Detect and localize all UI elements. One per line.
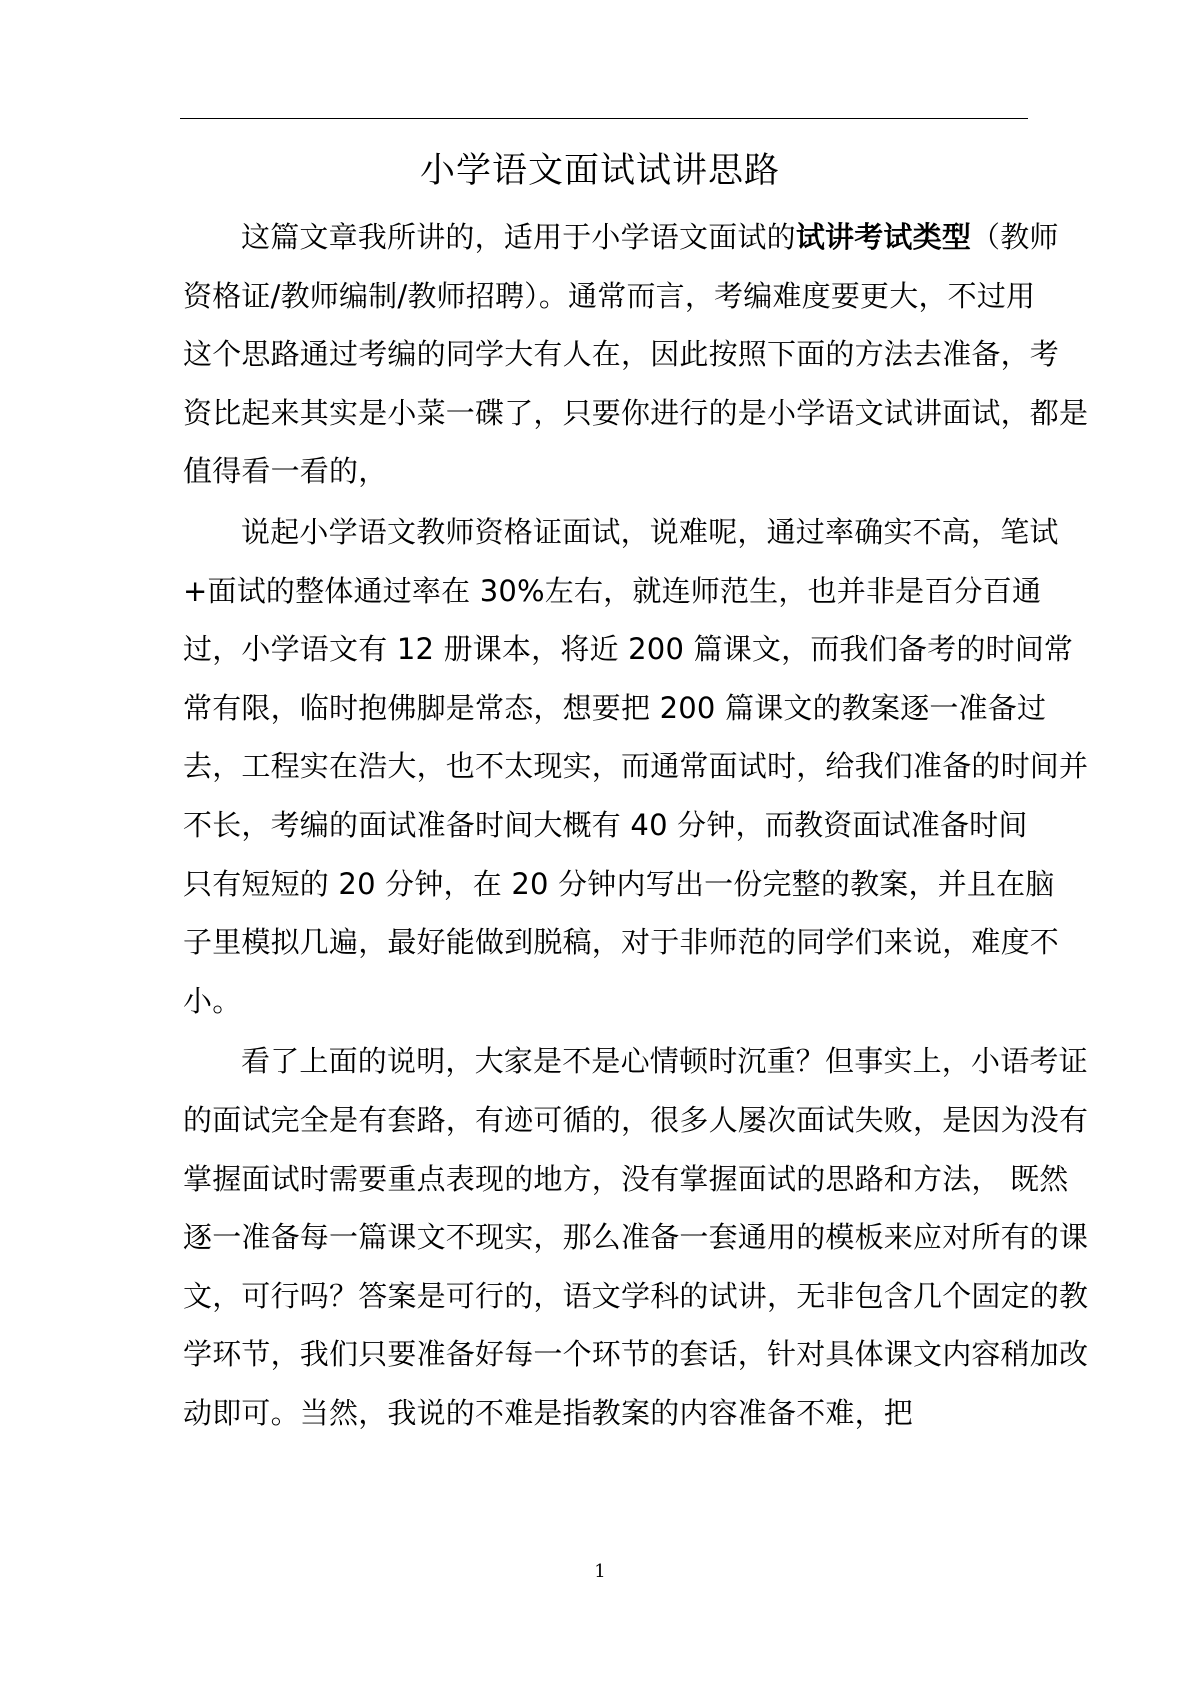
text-line	[183, 1208, 1089, 1267]
text-line	[183, 442, 1043, 501]
text-line	[183, 796, 1043, 855]
paragraph	[183, 503, 1089, 1030]
paragraph	[183, 1032, 1089, 1442]
text-line	[183, 620, 1074, 679]
text-line	[183, 562, 1043, 621]
text-segment: 动即可。当然，我说的不难是指教案的内容准备不难，把	[183, 1395, 914, 1430]
text-segment: 资格证/教师编制/教师招聘）。通常而言，考编难度要更大，不过用	[183, 278, 1036, 313]
text-segment: 小。	[183, 983, 242, 1018]
text-line	[183, 737, 1089, 796]
text-segment: +面试的整体通过率在 30%左右，就连师范生，也并非是百分百通	[183, 573, 1042, 608]
text-segment: 学环节，我们只要准备好每一个环节的套话，针对具体课文内容稍加改	[183, 1337, 1089, 1372]
text-line	[183, 855, 1055, 914]
document-title: 小学语文面试试讲思路	[419, 151, 780, 191]
paragraph	[183, 208, 1089, 501]
bold-text-segment: 试讲考试类型	[795, 220, 972, 254]
text-line	[183, 679, 1047, 738]
text-segment: 值得看一看的，	[183, 454, 388, 489]
text-line	[183, 208, 1059, 267]
header-rule	[180, 118, 1028, 119]
text-line	[183, 913, 1060, 972]
text-segment: 这篇文章我所讲的，适用于小学语文面试的	[241, 220, 796, 254]
text-line	[183, 1091, 1089, 1150]
text-line	[183, 972, 1043, 1031]
text-segment: 资比起来其实是小菜一碟了，只要你进行的是小学语文试讲面试，都是	[183, 395, 1089, 430]
text-segment: 这个思路通过考编的同学大有人在，因此按照下面的方法去准备，考	[183, 337, 1060, 372]
text-segment: （教师	[971, 220, 1059, 254]
text-segment: 常有限，临时抱佛脚是常态，想要把 200 篇课文的教案逐一准备过	[183, 690, 1047, 725]
text-line	[183, 1325, 1089, 1384]
text-segment: 文，可行吗？答案是可行的，语文学科的试讲，无非包含几个固定的教	[183, 1278, 1089, 1313]
text-line	[183, 1267, 1089, 1326]
text-segment: 逐一准备每一篇课文不现实，那么准备一套通用的模板来应对所有的课	[183, 1220, 1089, 1255]
text-segment: 过，小学语文有 12 册课本，将近 200 篇课文，而我们备考的时间常	[183, 632, 1074, 667]
text-segment: 掌握面试时需要重点表现的地方，没有掌握面试的思路和方法， 既然	[183, 1161, 1069, 1196]
text-segment: 看了上面的说明，大家是不是心情顿时沉重？但事实上，小语考证	[241, 1044, 1088, 1079]
text-line	[183, 503, 1059, 562]
text-line	[183, 1150, 1069, 1209]
document-body	[183, 208, 1089, 1442]
text-segment: 子里模拟几遍，最好能做到脱稿，对于非师范的同学们来说，难度不	[183, 925, 1060, 960]
text-segment: 去，工程实在浩大，也不太现实，而通常面试时，给我们准备的时间并	[183, 749, 1089, 784]
text-line	[183, 1384, 1043, 1443]
text-segment: 说起小学语文教师资格证面试，说难呢，通过率确实不高，笔试	[241, 514, 1059, 549]
text-segment: 不长，考编的面试准备时间大概有 40 分钟，而教资面试准备时间	[183, 807, 1028, 842]
text-line	[183, 384, 1089, 443]
page-number: 1	[594, 1561, 606, 1582]
text-segment: 的面试完全是有套路，有迹可循的，很多人屡次面试失败，是因为没有	[183, 1102, 1089, 1137]
text-line	[183, 325, 1060, 384]
text-line	[183, 1032, 1088, 1091]
text-segment: 只有短短的 20 分钟，在 20 分钟内写出一份完整的教案，并且在脑	[183, 866, 1055, 901]
text-line	[183, 267, 1043, 326]
